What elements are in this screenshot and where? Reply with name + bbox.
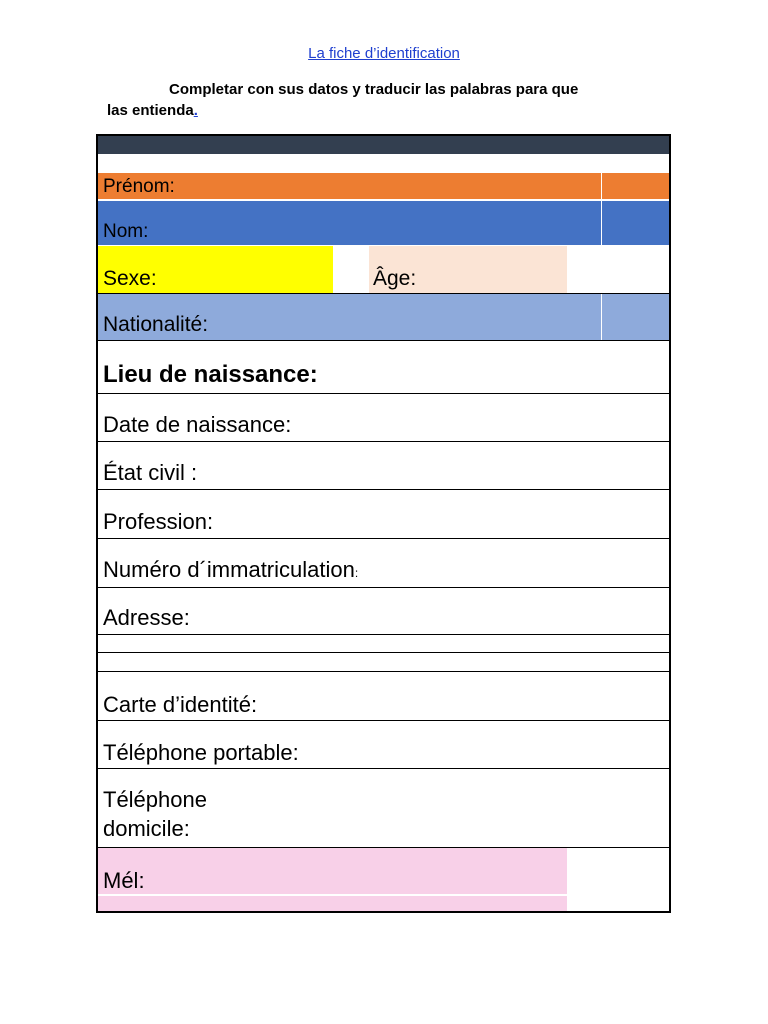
adresse-line-3[interactable] (98, 653, 669, 671)
instructions-line1: Completar con sus datos y traducir las palabras para que (169, 81, 579, 98)
telephone-domicile-label-line2: domicile: (103, 816, 190, 841)
date-naissance-label: Date de naissance: (103, 412, 292, 437)
identification-form (96, 134, 671, 913)
nom-divider (601, 201, 602, 245)
etat-civil-field[interactable] (98, 442, 669, 489)
prenom-label: Prénom: (103, 176, 175, 197)
telephone-portable-label: Téléphone portable: (103, 740, 299, 765)
age-field[interactable] (369, 246, 567, 293)
carte-identite-field[interactable] (98, 672, 669, 720)
date-naissance-field[interactable] (98, 394, 669, 441)
prenom-field[interactable] (98, 173, 669, 199)
instructions-trailing: . (193, 102, 198, 119)
header-bar (98, 136, 669, 154)
nom-field[interactable] (98, 201, 669, 245)
nationalite-label: Nationalité: (103, 313, 209, 336)
numero-immatriculation-field[interactable] (98, 539, 669, 587)
nationalite-divider (601, 294, 602, 340)
mel-label: Mél: (103, 868, 145, 893)
etat-civil-label: État civil : (103, 460, 198, 485)
carte-identite-label: Carte d’identité: (103, 692, 258, 717)
numero-immatriculation-text: Numéro d´immatriculation (103, 557, 355, 582)
profession-label: Profession: (103, 509, 214, 534)
adresse-field[interactable] (98, 588, 669, 634)
telephone-domicile-label-line1: Téléphone (103, 787, 207, 812)
adresse-line-2[interactable] (98, 635, 669, 652)
prenom-divider (601, 173, 602, 199)
mel-field[interactable] (98, 848, 567, 894)
age-label: Âge: (373, 267, 417, 290)
profession-field[interactable] (98, 490, 669, 538)
nom-label: Nom: (103, 221, 149, 242)
numero-immatriculation-label (103, 557, 358, 582)
telephone-domicile-field[interactable] (98, 769, 669, 847)
instructions-line2: las entienda (107, 102, 194, 119)
telephone-portable-field[interactable] (98, 721, 669, 768)
lieu-naissance-field[interactable] (98, 341, 669, 393)
mel-extra-line[interactable] (98, 895, 567, 911)
instructions (107, 79, 667, 121)
lieu-naissance-label: Lieu de naissance: (103, 361, 318, 388)
sexe-field[interactable] (98, 246, 333, 293)
adresse-label: Adresse: (103, 605, 190, 630)
nationalite-field[interactable] (98, 294, 669, 340)
sexe-label: Sexe: (103, 267, 157, 290)
numero-immatriculation-colon: : (354, 566, 359, 580)
document-title: La fiche d’identification (308, 45, 460, 62)
